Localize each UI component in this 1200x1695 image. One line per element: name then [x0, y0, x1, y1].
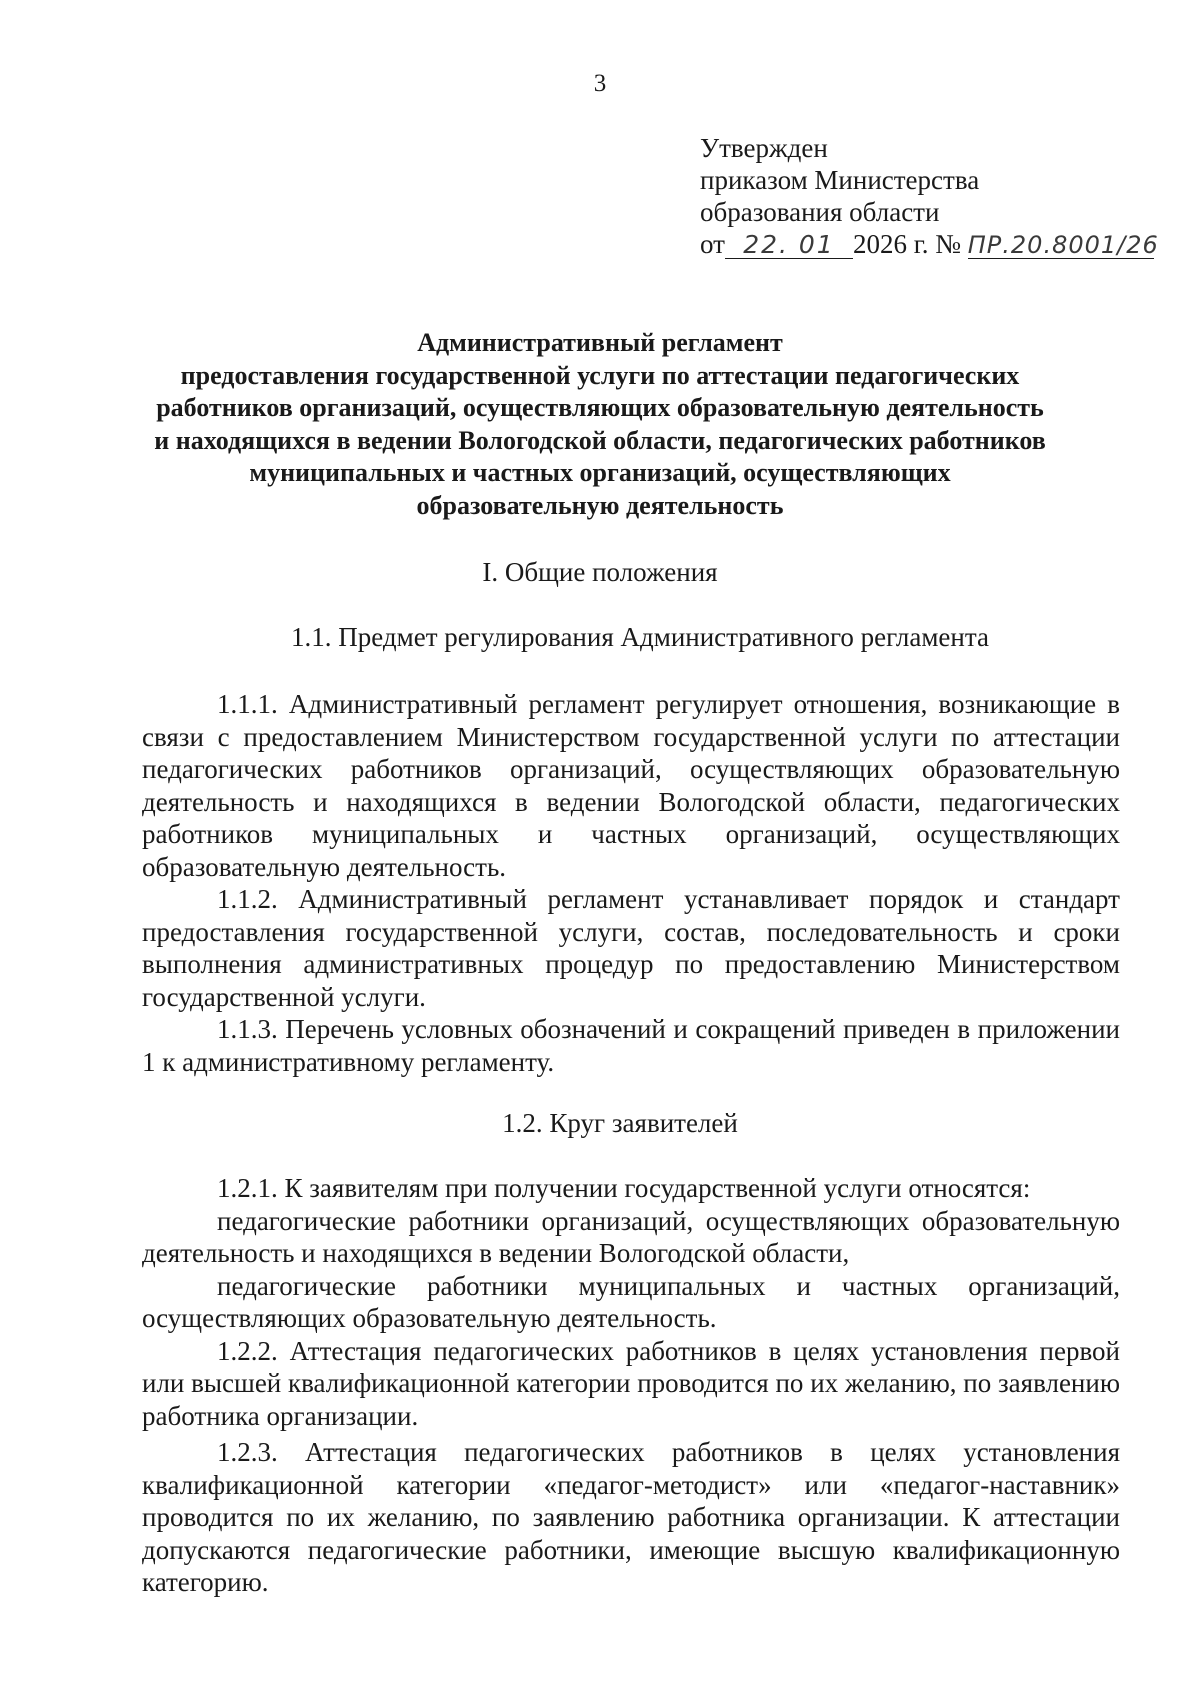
- paragraph-1-2-1: 1.2.1. К заявителям при получении государственной услуги относятся:: [217, 1173, 1031, 1203]
- paragraph-1-1-3: 1.1.3. Перечень условных обозначений и сокращений приведен в приложении 1 к административному регламенту.: [142, 1014, 1120, 1077]
- title-line: и находящихся в ведении Вологодской области, педагогических работников: [154, 425, 1046, 455]
- approval-year-number-label: 2026 г. №: [852, 229, 961, 259]
- subsection-1-2-body: [142, 1172, 1120, 1599]
- title-line: Административный регламент: [417, 328, 783, 357]
- section-heading: I. Общие положения: [482, 557, 718, 587]
- approval-line-order: приказом Министерства: [700, 165, 980, 195]
- page-number: 3: [593, 70, 607, 97]
- title-line: работников организаций, осуществляющих образовательную деятельность: [156, 393, 1044, 422]
- handwritten-order-number: ПР.20.8001/26: [967, 231, 1159, 259]
- title-line: муниципальных и частных организаций, осуществляющих: [249, 458, 951, 487]
- paragraph-1-2-3: 1.2.3. Аттестация педагогических работников в целях установления квалификационной категории «педагог-методист» или «педагог-наставник» проводится по их желанию, по заявлению работника организации. К аттестации допускаются педагогические работники, имеющие высшую квалификационную категорию.: [142, 1437, 1120, 1597]
- subsection-heading-1-1: 1.1. Предмет регулирования Административного регламента: [291, 622, 989, 652]
- paragraph-1-1-2: 1.1.2. Административный регламент устанавливает порядок и стандарт предоставления государственной услуги, состав, последовательность и сроки выполнения административных процедур по предоставлению Министерством государственной услуги.: [142, 884, 1120, 1012]
- approval-date-prefix: от: [700, 229, 725, 259]
- paragraph-1-1-1: 1.1.1. Административный регламент регулирует отношения, возникающие в связи с предоставлением Министерством государственной услуги по аттестации педагогических работников организаций, осуществляющих образовательную деятельность и находящихся в ведении Вологодской области, педагогических работников муниципальных и частных организаций, осуществляющих образовательную деятельность.: [142, 689, 1120, 882]
- title-line: предоставления государственной услуги по аттестации педагогических: [180, 360, 1020, 390]
- paragraph-applicants-state: педагогические работники организаций, осуществляющих образовательную деятельность и находящихся в ведении Вологодской области,: [142, 1205, 1120, 1268]
- document-title: [0, 327, 1200, 522]
- approval-line-ministry: образования области: [700, 197, 940, 227]
- title-line: образовательную деятельность: [416, 490, 784, 520]
- paragraph-applicants-municipal: педагогические работники муниципальных и частных организаций, осуществляющих образовательную деятельность.: [142, 1270, 1120, 1333]
- approval-line-date: [700, 228, 1159, 260]
- paragraph-1-2-2: 1.2.2. Аттестация педагогических работников в целях установления первой или высшей квалификационной категории проводится по их желанию, по заявлению работника организации.: [142, 1335, 1120, 1431]
- handwritten-date: 22. 01: [725, 232, 853, 259]
- approval-line-approved: Утвержден: [700, 133, 828, 163]
- approval-stamp-block: [700, 132, 1159, 260]
- subsection-heading-1-2: 1.2. Круг заявителей: [502, 1108, 738, 1138]
- subsection-1-1-body: [142, 688, 1120, 1078]
